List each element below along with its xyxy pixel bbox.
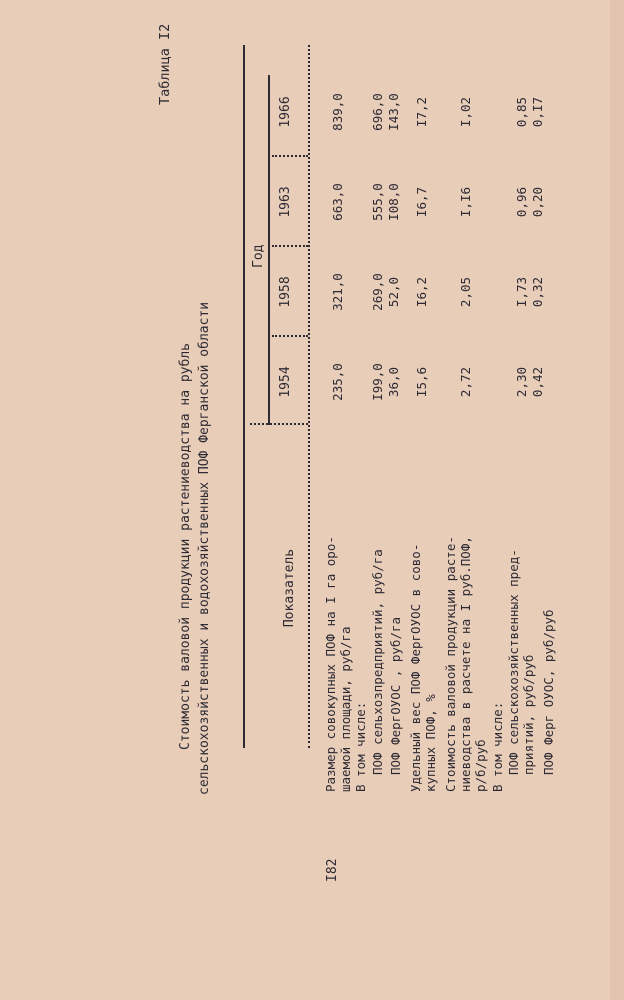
cell-value: 839,0 xyxy=(330,93,345,131)
header-bottom-rule xyxy=(308,45,310,748)
cell-value: I5,6 xyxy=(414,366,429,398)
cell-value: 52,0 xyxy=(386,276,401,308)
cell-value: I08,0 xyxy=(386,183,401,221)
cell-value: 2,72 xyxy=(458,366,473,398)
header-col-sep xyxy=(272,335,308,337)
cell-value: I,73 xyxy=(514,276,529,308)
row-label: Стоимость валовой продукции расте- xyxy=(443,536,458,792)
header-col-sep xyxy=(272,155,308,157)
cell-value: I6,7 xyxy=(414,186,429,218)
row-label: ПОФ Ферг ОУОС, руб/руб xyxy=(541,609,556,775)
cell-value: 0,20 xyxy=(530,186,545,218)
header-indicator: Показатель xyxy=(282,548,297,628)
cell-value: 269,0 xyxy=(370,273,385,311)
cell-value: I43,0 xyxy=(386,93,401,131)
row-label: Удельный вес ПОФ ФергОУОС в сово- xyxy=(408,543,423,792)
header-col-sep xyxy=(250,423,308,425)
row-label: ПОФ ФергОУОС , руб/га xyxy=(388,616,403,775)
header-year-group: Год xyxy=(251,244,266,268)
cell-value: 555,0 xyxy=(370,183,385,221)
row-label: ПОФ сельскохозяйственных пред- xyxy=(506,549,521,775)
cell-value: 321,0 xyxy=(330,273,345,311)
table-title-line1: Стоимость валовой продукции растениеводства на рубль xyxy=(178,343,193,750)
year-group-rule xyxy=(268,75,270,425)
row-label: В том числе: xyxy=(353,701,368,792)
cell-value: 235,0 xyxy=(330,363,345,401)
row-label: ниеводства в расчете на I руб.ПОФ, xyxy=(458,536,473,792)
header-year-1966: 1966 xyxy=(278,96,293,128)
header-col-sep xyxy=(272,245,308,247)
table-top-rule xyxy=(243,45,245,748)
cell-value: I,02 xyxy=(458,96,473,128)
cell-value: 0,32 xyxy=(530,276,545,308)
cell-value: I,I6 xyxy=(458,186,473,218)
cell-value: 2,30 xyxy=(514,366,529,398)
table-title-line2: сельскохозяйственных и водохозяйственных ПОФ Ферганской области xyxy=(197,301,212,795)
cell-value: I99,0 xyxy=(370,363,385,401)
page-number: I82 xyxy=(325,858,340,882)
row-label: шаемой площади, руб/га xyxy=(338,626,353,792)
cell-value: I7,2 xyxy=(414,96,429,128)
cell-value: 0,I7 xyxy=(530,96,545,128)
header-year-1958: 1958 xyxy=(278,276,293,308)
row-label: В том числе: xyxy=(490,701,505,792)
table-label: Таблица I2 xyxy=(157,23,173,105)
cell-value: 663,0 xyxy=(330,183,345,221)
cell-value: 0,85 xyxy=(514,96,529,128)
row-label: Размер совокупных ПОФ на I га оро- xyxy=(323,536,338,792)
row-label: купных ПОФ, % xyxy=(423,694,438,792)
cell-value: 0,42 xyxy=(530,366,545,398)
header-year-1954: 1954 xyxy=(278,366,293,398)
cell-value: 2,05 xyxy=(458,276,473,308)
cell-value: 696,0 xyxy=(370,93,385,131)
cell-value: 0,96 xyxy=(514,186,529,218)
cell-value: 36,0 xyxy=(386,366,401,398)
row-label: приятий, руб/руб xyxy=(521,654,536,775)
row-label: р/б/руб xyxy=(473,739,488,792)
row-label: ПОФ сельхозпредприятий, руб/га xyxy=(370,549,385,775)
header-year-1963: 1963 xyxy=(278,186,293,218)
cell-value: I6,2 xyxy=(414,276,429,308)
